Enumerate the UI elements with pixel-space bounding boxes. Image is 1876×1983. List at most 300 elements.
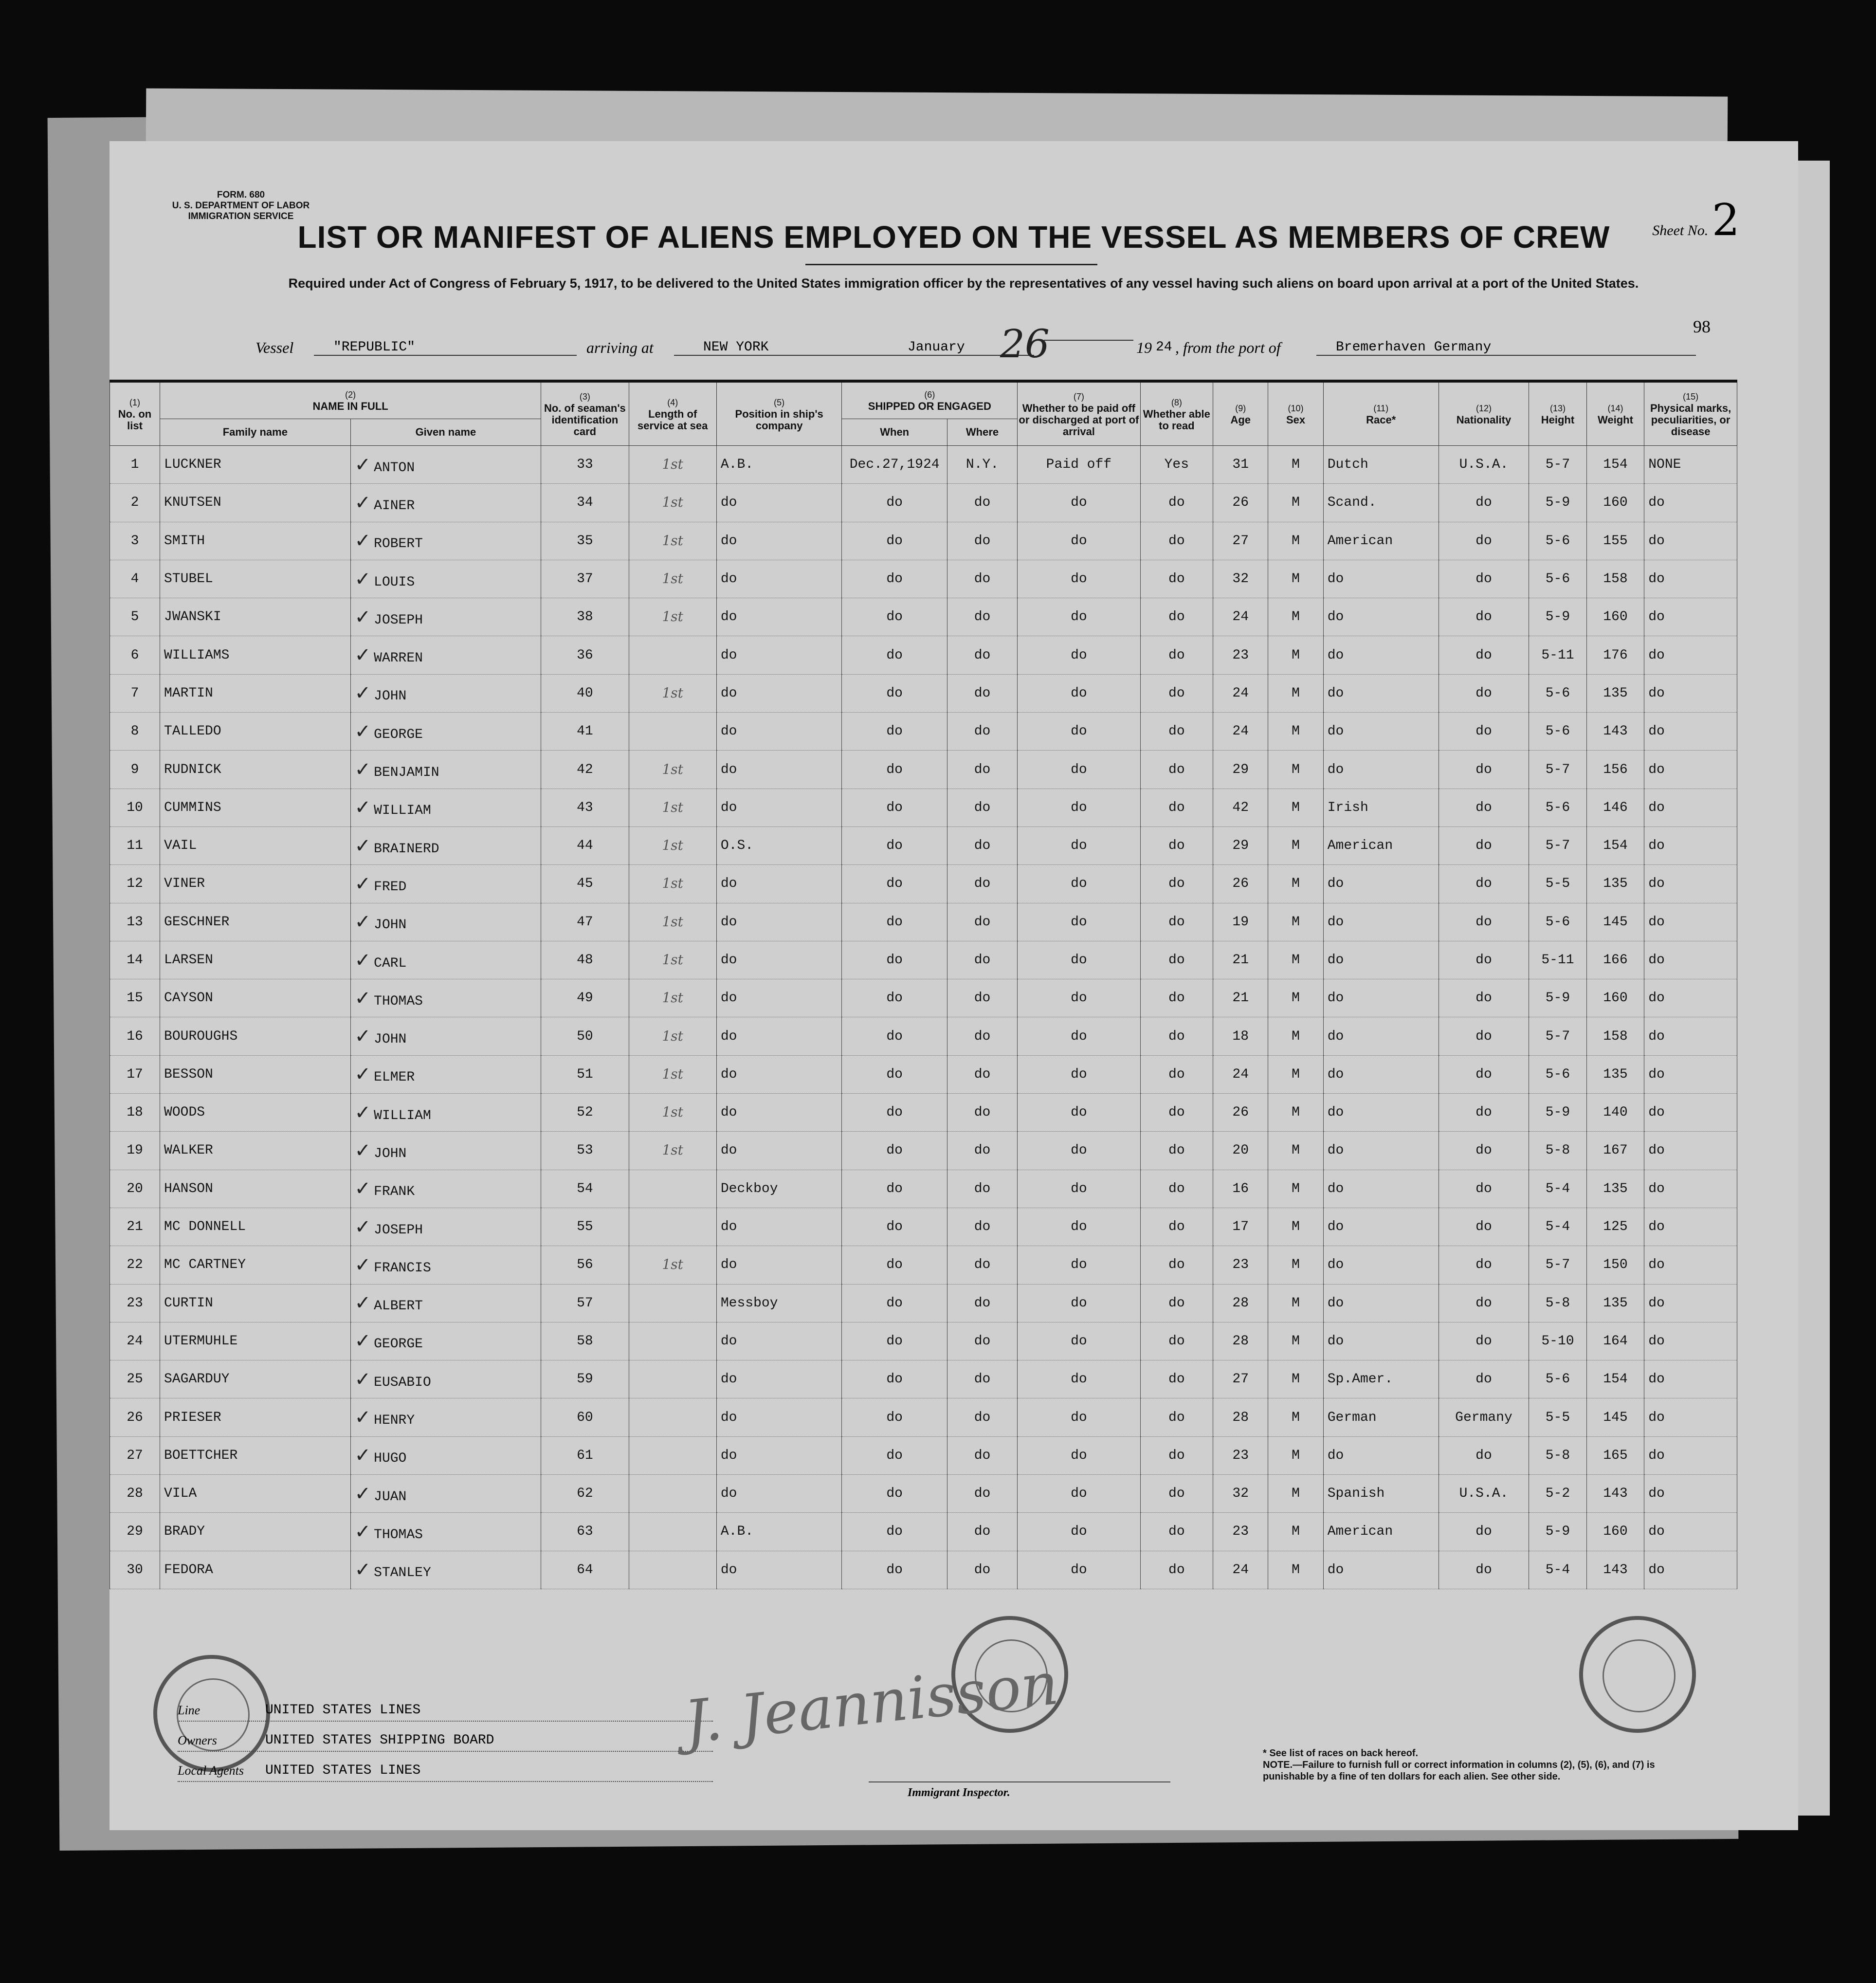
age-cell	[1213, 1055, 1268, 1093]
nationality: do	[1475, 647, 1492, 663]
physical-marks: do	[1648, 609, 1665, 625]
weight: 143	[1603, 1562, 1628, 1578]
service-length: 1st	[662, 875, 683, 892]
height-cell	[1529, 1017, 1587, 1055]
height: 5-9	[1545, 609, 1570, 625]
family-name: VILA	[164, 1486, 197, 1502]
weight: 143	[1603, 1486, 1628, 1502]
shipped-where-cell	[947, 1132, 1017, 1170]
weight-cell	[1586, 1475, 1644, 1513]
height-cell	[1529, 598, 1587, 636]
shipped-when-cell	[842, 903, 947, 941]
row-number: 30	[127, 1562, 143, 1578]
family-name: BESSON	[164, 1066, 213, 1082]
race-cell	[1323, 1208, 1439, 1246]
vessel-label: Vessel	[255, 339, 294, 356]
shipped-when: do	[886, 609, 903, 625]
row-number: 26	[127, 1410, 143, 1425]
age-cell	[1213, 522, 1268, 560]
race-cell	[1323, 826, 1439, 864]
shipped-where-cell	[947, 446, 1017, 484]
position-cell	[716, 1322, 842, 1360]
height-cell	[1529, 1170, 1587, 1208]
shipped-when: do	[886, 991, 903, 1006]
able-to-read: do	[1168, 1105, 1185, 1120]
position: do	[720, 1333, 737, 1349]
given-name: JOSEPH	[374, 612, 423, 628]
id-card-cell	[541, 484, 629, 522]
position: do	[720, 724, 737, 739]
given-name: JOHN	[374, 689, 407, 704]
department-name: U. S. DEPARTMENT OF LABOR	[172, 201, 310, 211]
physical-marks: do	[1648, 991, 1665, 1006]
service-length: 1st	[662, 570, 683, 587]
family-name-cell	[160, 941, 351, 979]
family-name-cell	[160, 1513, 351, 1551]
given-name-cell	[350, 941, 541, 979]
row-number-cell	[110, 979, 160, 1017]
position: do	[720, 685, 737, 701]
weight: 125	[1603, 1219, 1628, 1235]
age: 28	[1232, 1333, 1249, 1349]
shipped-where-cell	[947, 1360, 1017, 1398]
given-name: AINER	[374, 498, 415, 514]
paid-off-cell	[1018, 1551, 1140, 1589]
family-name-cell	[160, 1132, 351, 1170]
shipped-where: do	[974, 1257, 991, 1273]
height: 5-7	[1545, 1028, 1570, 1044]
col-name-in-full: (2) NAME IN FULL	[160, 381, 541, 419]
paid-off-cell	[1018, 484, 1140, 522]
sex-cell	[1268, 1170, 1323, 1208]
height: 5-6	[1545, 1066, 1570, 1082]
sex: M	[1292, 724, 1300, 739]
position-cell	[716, 1055, 842, 1093]
weight: 158	[1603, 1028, 1628, 1044]
service-length-cell	[629, 1436, 716, 1474]
family-name: CUMMINS	[164, 800, 221, 815]
age-cell	[1213, 1094, 1268, 1132]
height-cell	[1529, 1208, 1587, 1246]
check-mark-icon: ✓	[354, 911, 371, 934]
family-name: MC CARTNEY	[164, 1257, 246, 1273]
shipped-when: do	[886, 724, 903, 739]
race: do	[1327, 1562, 1344, 1578]
paid-off: do	[1071, 1105, 1087, 1120]
service-length: 1st	[662, 952, 683, 968]
paid-off: do	[1071, 609, 1087, 625]
height: 5-6	[1545, 914, 1570, 930]
row-number: 5	[130, 609, 139, 625]
id-card: 58	[577, 1333, 593, 1349]
sex: M	[1292, 1524, 1300, 1540]
sex: M	[1292, 1257, 1300, 1273]
given-name: JOHN	[374, 1032, 407, 1047]
shipped-when-cell	[842, 1513, 947, 1551]
shipped-when-cell	[842, 1246, 947, 1284]
race: Dutch	[1327, 457, 1368, 473]
nationality: do	[1475, 1333, 1492, 1349]
able-to-read: do	[1168, 1295, 1185, 1311]
id-card-cell	[541, 1284, 629, 1322]
sex-cell	[1268, 1208, 1323, 1246]
crew-row	[110, 713, 1737, 751]
service-length: 1st	[662, 1256, 683, 1273]
id-card: 41	[577, 724, 593, 739]
row-number: 20	[127, 1181, 143, 1196]
weight-cell	[1586, 903, 1644, 941]
nationality: do	[1475, 724, 1492, 739]
family-name: WALKER	[164, 1143, 213, 1158]
family-name: MARTIN	[164, 685, 213, 701]
able-to-read-cell	[1140, 1398, 1213, 1436]
family-name: BRADY	[164, 1524, 205, 1540]
position: do	[720, 914, 737, 930]
able-to-read-cell	[1140, 1094, 1213, 1132]
given-name-cell	[350, 751, 541, 789]
shipped-when-cell	[842, 1551, 947, 1589]
age: 21	[1232, 991, 1249, 1006]
sex-cell	[1268, 941, 1323, 979]
row-number-cell	[110, 1055, 160, 1093]
age: 24	[1232, 724, 1249, 739]
race: American	[1327, 838, 1393, 854]
shipped-when: do	[886, 1143, 903, 1158]
able-to-read: do	[1168, 1372, 1185, 1387]
service-length-cell	[629, 713, 716, 751]
sex: M	[1292, 1562, 1300, 1578]
nationality-cell	[1439, 674, 1529, 712]
able-to-read-cell	[1140, 1055, 1213, 1093]
family-name-cell	[160, 789, 351, 826]
row-number: 18	[127, 1105, 143, 1120]
shipped-when: do	[886, 495, 903, 511]
paid-off: do	[1071, 914, 1087, 930]
check-mark-icon: ✓	[354, 1368, 371, 1391]
paid-off: do	[1071, 800, 1087, 815]
position: do	[720, 991, 737, 1006]
arrival-day-line	[1044, 340, 1133, 341]
age: 18	[1232, 1028, 1249, 1044]
race: do	[1327, 876, 1344, 892]
weight: 160	[1603, 609, 1628, 625]
nationality-cell	[1439, 1017, 1529, 1055]
height-cell	[1529, 446, 1587, 484]
paid-off: do	[1071, 1295, 1087, 1311]
given-name-cell	[350, 1475, 541, 1513]
height: 5-11	[1541, 647, 1574, 663]
nationality: do	[1475, 1448, 1492, 1463]
race: do	[1327, 914, 1344, 930]
weight-cell	[1586, 1322, 1644, 1360]
height: 5-6	[1545, 724, 1570, 739]
age-cell	[1213, 1398, 1268, 1436]
height: 5-2	[1545, 1486, 1570, 1502]
crew-row	[110, 751, 1737, 789]
service-length-cell	[629, 1513, 716, 1551]
paid-off-cell	[1018, 1055, 1140, 1093]
service-length-cell	[629, 789, 716, 826]
shipped-where-cell	[947, 1398, 1017, 1436]
race: do	[1327, 1219, 1344, 1235]
nationality-cell	[1439, 1360, 1529, 1398]
nationality-cell	[1439, 1055, 1529, 1093]
height-cell	[1529, 1246, 1587, 1284]
race-cell	[1323, 1513, 1439, 1551]
check-mark-icon: ✓	[354, 758, 371, 781]
paid-off-cell	[1018, 636, 1140, 674]
family-name: SAGARDUY	[164, 1372, 230, 1387]
sex: M	[1292, 457, 1300, 473]
family-name: HANSON	[164, 1181, 213, 1196]
given-name: LOUIS	[374, 574, 415, 590]
physical-marks-cell	[1644, 1017, 1737, 1055]
able-to-read-cell	[1140, 522, 1213, 560]
shipped-where: do	[974, 1562, 991, 1578]
service-length-cell	[629, 865, 716, 903]
family-name: STUBEL	[164, 571, 213, 587]
shipped-where: do	[974, 609, 991, 625]
given-name: GEORGE	[374, 727, 423, 742]
shipped-when: do	[886, 1028, 903, 1044]
physical-marks: do	[1648, 800, 1665, 815]
race-cell	[1323, 522, 1439, 560]
family-name-cell	[160, 674, 351, 712]
shipped-where: do	[974, 1486, 991, 1502]
paid-off-cell	[1018, 1475, 1140, 1513]
able-to-read: do	[1168, 1410, 1185, 1425]
physical-marks: do	[1648, 914, 1665, 930]
age-cell	[1213, 1513, 1268, 1551]
shipped-where: do	[974, 953, 991, 968]
service-length-cell	[629, 1094, 716, 1132]
service-length-cell	[629, 1284, 716, 1322]
crew-row	[110, 1284, 1737, 1322]
crew-row	[110, 1436, 1737, 1474]
weight: 140	[1603, 1105, 1628, 1120]
id-card: 37	[577, 571, 593, 587]
nationality-cell	[1439, 751, 1529, 789]
height-cell	[1529, 713, 1587, 751]
manifest-sheet	[109, 141, 1798, 1830]
races-note: * See list of races on back hereof.	[1263, 1748, 1419, 1759]
col-service-length: (4) Length of service at sea	[629, 381, 716, 446]
shipped-when-cell	[842, 751, 947, 789]
position: do	[720, 1219, 737, 1235]
sex: M	[1292, 800, 1300, 815]
sex-cell	[1268, 1055, 1323, 1093]
check-mark-icon: ✓	[354, 796, 371, 819]
position-cell	[716, 903, 842, 941]
id-card: 51	[577, 1066, 593, 1082]
shipped-when: do	[886, 1524, 903, 1540]
height: 5-4	[1545, 1181, 1570, 1196]
weight-cell	[1586, 484, 1644, 522]
nationality-cell	[1439, 636, 1529, 674]
race: do	[1327, 953, 1344, 968]
paid-off-cell	[1018, 865, 1140, 903]
nationality-cell	[1439, 1475, 1529, 1513]
shipped-where: do	[974, 1410, 991, 1425]
row-number: 15	[127, 991, 143, 1006]
given-name-cell	[350, 1513, 541, 1551]
position-cell	[716, 1284, 842, 1322]
race: do	[1327, 685, 1344, 701]
crew-row	[110, 903, 1737, 941]
form-number: FORM. 680	[217, 190, 265, 200]
crew-row	[110, 560, 1737, 598]
position: do	[720, 1448, 737, 1463]
height-cell	[1529, 560, 1587, 598]
row-number: 11	[127, 838, 143, 854]
height-cell	[1529, 1360, 1587, 1398]
shipped-where-cell	[947, 1436, 1017, 1474]
shipped-when: do	[886, 571, 903, 587]
shipped-where-cell	[947, 713, 1017, 751]
family-name-cell	[160, 713, 351, 751]
sex: M	[1292, 1219, 1300, 1235]
able-to-read: do	[1168, 1219, 1185, 1235]
shipped-where: do	[974, 647, 991, 663]
sex: M	[1292, 571, 1300, 587]
race-cell	[1323, 1094, 1439, 1132]
height-cell	[1529, 1513, 1587, 1551]
age-cell	[1213, 1284, 1268, 1322]
age: 23	[1232, 1524, 1249, 1540]
check-mark-icon: ✓	[354, 568, 371, 590]
weight-cell	[1586, 713, 1644, 751]
able-to-read: Yes	[1164, 457, 1189, 473]
height-cell	[1529, 826, 1587, 864]
weight-cell	[1586, 1208, 1644, 1246]
age: 24	[1232, 1066, 1249, 1082]
able-to-read: do	[1168, 953, 1185, 968]
nationality: do	[1475, 1295, 1492, 1311]
shipped-where-cell	[947, 789, 1017, 826]
position-cell	[716, 636, 842, 674]
check-mark-icon: ✓	[354, 1520, 371, 1543]
row-number: 16	[127, 1028, 143, 1044]
nationality: do	[1475, 1181, 1492, 1196]
age: 29	[1232, 838, 1249, 854]
col-where: Where	[947, 419, 1017, 446]
position-cell	[716, 560, 842, 598]
footer-lines	[178, 1691, 713, 1782]
sex-cell	[1268, 751, 1323, 789]
able-to-read: do	[1168, 1448, 1185, 1463]
col-shipped-engaged: (6) SHIPPED OR ENGAGED	[842, 381, 1018, 419]
check-mark-icon: ✓	[354, 1253, 371, 1276]
family-name: FEDORA	[164, 1562, 213, 1578]
able-to-read-cell	[1140, 1208, 1213, 1246]
given-name: FRANK	[374, 1184, 415, 1200]
nationality: do	[1475, 1143, 1492, 1158]
age-cell	[1213, 674, 1268, 712]
shipped-when: do	[886, 914, 903, 930]
able-to-read-cell	[1140, 484, 1213, 522]
physical-marks: do	[1648, 495, 1665, 511]
age-cell	[1213, 941, 1268, 979]
id-card-cell	[541, 1322, 629, 1360]
row-number-cell	[110, 903, 160, 941]
weight: 166	[1603, 953, 1628, 968]
race-cell	[1323, 1284, 1439, 1322]
paid-off-cell	[1018, 1284, 1140, 1322]
nationality-cell	[1439, 1208, 1529, 1246]
id-card-cell	[541, 598, 629, 636]
physical-marks-cell	[1644, 598, 1737, 636]
family-name: KNUTSEN	[164, 495, 221, 511]
row-number-cell	[110, 1170, 160, 1208]
row-number-cell	[110, 789, 160, 826]
paid-off-cell	[1018, 1017, 1140, 1055]
given-name: JOHN	[374, 1146, 407, 1161]
sex-cell	[1268, 865, 1323, 903]
row-number-cell	[110, 1360, 160, 1398]
shipped-where-cell	[947, 522, 1017, 560]
row-number: 24	[127, 1333, 143, 1349]
row-number-cell	[110, 446, 160, 484]
given-name-cell	[350, 598, 541, 636]
id-card: 63	[577, 1524, 593, 1540]
col-when: When	[842, 419, 947, 446]
shipped-when: do	[886, 647, 903, 663]
paid-off: do	[1071, 1257, 1087, 1273]
given-name: ALBERT	[374, 1299, 423, 1314]
age: 26	[1232, 876, 1249, 892]
row-number-cell	[110, 826, 160, 864]
position: do	[720, 1410, 737, 1425]
age: 32	[1232, 1486, 1249, 1502]
height-cell	[1529, 751, 1587, 789]
nationality: do	[1475, 800, 1492, 815]
check-mark-icon: ✓	[354, 1101, 371, 1124]
nationality: do	[1475, 1219, 1492, 1235]
shipped-when-cell	[842, 789, 947, 826]
sex: M	[1292, 1066, 1300, 1082]
able-to-read: do	[1168, 685, 1185, 701]
able-to-read: do	[1168, 800, 1185, 815]
shipped-when: do	[886, 1562, 903, 1578]
position-cell	[716, 1132, 842, 1170]
given-name: FRANCIS	[374, 1260, 431, 1276]
weight-cell	[1586, 826, 1644, 864]
row-number-cell	[110, 560, 160, 598]
weight-cell	[1586, 1436, 1644, 1474]
nationality: do	[1475, 762, 1492, 777]
check-mark-icon: ✓	[354, 1025, 371, 1048]
shipped-where: do	[974, 838, 991, 854]
paid-off-cell	[1018, 751, 1140, 789]
nationality-cell	[1439, 1132, 1529, 1170]
given-name-cell	[350, 1551, 541, 1589]
age: 27	[1232, 533, 1249, 549]
race: do	[1327, 762, 1344, 777]
age-cell	[1213, 865, 1268, 903]
check-mark-icon: ✓	[354, 834, 371, 857]
crew-row	[110, 1398, 1737, 1436]
able-to-read-cell	[1140, 1360, 1213, 1398]
family-name: MC DONNELL	[164, 1219, 246, 1235]
weight-cell	[1586, 1170, 1644, 1208]
id-card: 35	[577, 533, 593, 549]
service-length-cell	[629, 598, 716, 636]
arrival-port: NEW YORK	[674, 340, 908, 356]
race: do	[1327, 1105, 1344, 1120]
owners-label: Owners	[178, 1733, 217, 1747]
position-cell	[716, 1360, 842, 1398]
service-length-cell	[629, 903, 716, 941]
